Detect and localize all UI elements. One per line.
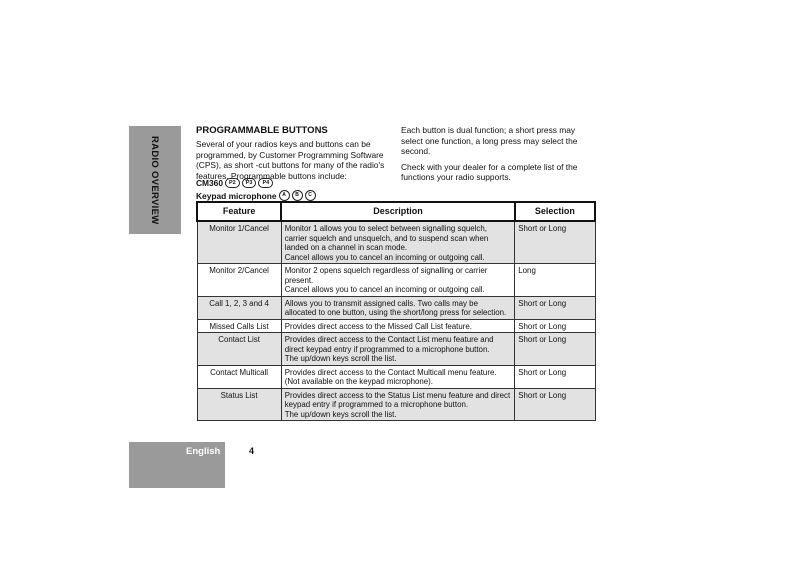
feature-header: Feature	[197, 202, 281, 221]
b-key-icon: B	[292, 190, 303, 201]
description-cell	[281, 264, 515, 297]
right-column	[401, 125, 597, 183]
table-row	[197, 221, 595, 264]
dual-function-text: Each button is dual function; a short press may select one function, a long press may select the second.	[401, 125, 578, 156]
section-tab-label: RADIO OVERVIEW	[149, 136, 160, 225]
cm360-buttons-row	[196, 178, 273, 188]
table-row	[197, 388, 595, 421]
description-cell	[281, 333, 515, 366]
intro-paragraph	[196, 139, 394, 181]
description-header: Description	[281, 202, 515, 221]
a-key-icon: A	[279, 190, 290, 201]
description-cell	[281, 388, 515, 421]
intro-text: Several of your radios keys and buttons can be programmed, by Customer Programming Software (CPS), as short -cut buttons for many of the radio's features. Programmable buttons include:	[196, 139, 385, 181]
feature-cell: Call 1, 2, 3 and 4	[197, 296, 281, 319]
selection-header: Selection	[515, 202, 595, 221]
description-text: Provides direct access to the Status List menu feature and direct keypad entry if programmed to a microphone button.	[284, 390, 511, 409]
description-note: The up/down keys scroll the list.	[284, 409, 397, 419]
table-row	[197, 333, 595, 366]
footer-language: English	[186, 446, 221, 457]
selection-cell: Long	[515, 264, 595, 297]
feature-cell: Missed Calls List	[197, 319, 281, 333]
description-note: Cancel allows you to cancel an incoming or outgoing call.	[284, 252, 485, 262]
description-cell	[281, 296, 515, 319]
description-text: Allows you to transmit assigned calls. Two calls may be allocated to one button, using the short/long press for selection.	[284, 298, 507, 317]
feature-cell: Monitor 1/Cancel	[197, 221, 281, 264]
selection-cell: Short or Long	[515, 296, 595, 319]
description-text: Provides direct access to the Contact Multicall menu feature.	[284, 367, 497, 377]
programmable-buttons-table	[196, 201, 596, 421]
description-cell	[281, 365, 515, 388]
selection-cell: Short or Long	[515, 221, 595, 264]
feature-cell: Contact List	[197, 333, 281, 366]
feature-cell: Contact Multicall	[197, 365, 281, 388]
p4-key-icon: P4	[258, 178, 273, 188]
feature-cell: Monitor 2/Cancel	[197, 264, 281, 297]
selection-cell: Short or Long	[515, 388, 595, 421]
description-text: Provides direct access to the Contact List menu feature and direct keypad entry if programmed to a microphone button.	[284, 335, 494, 354]
description-text: Monitor 2 opens squelch regardless of signalling or carrier present.	[284, 266, 488, 285]
description-cell	[281, 319, 515, 333]
keypad-mic-buttons-row	[196, 190, 316, 201]
description-cell	[281, 221, 515, 264]
table-row	[197, 264, 595, 297]
p3-key-icon: P3	[242, 178, 257, 188]
selection-cell: Short or Long	[515, 319, 595, 333]
description-text: Provides direct access to the Missed Call List feature.	[284, 321, 472, 331]
p2-key-icon: P2	[225, 178, 240, 188]
description-text: Monitor 1 allows you to select between signalling squelch, carrier squelch and unsquelch, and to suspend scan when landed on a channel in scan mode.	[284, 224, 489, 252]
dealer-text: Check with your dealer for a complete list of the functions your radio supports.	[401, 161, 578, 182]
description-note: Cancel allows you to cancel an incoming or outgoing call.	[284, 285, 485, 294]
table-header-row	[197, 202, 595, 221]
description-note: The up/down keys scroll the list.	[284, 354, 397, 363]
table-row	[197, 319, 595, 333]
c-key-icon: C	[305, 190, 316, 201]
feature-cell: Status List	[197, 388, 281, 421]
table-row	[197, 365, 595, 388]
selection-cell: Short or Long	[515, 333, 595, 366]
selection-cell: Short or Long	[515, 365, 595, 388]
table-row	[197, 296, 595, 319]
description-note: (Not available on the keypad microphone).	[284, 377, 433, 386]
cm360-label: CM360	[196, 178, 223, 188]
section-heading: PROGRAMMABLE BUTTONS	[196, 125, 328, 136]
keypad-mic-label: Keypad microphone	[196, 190, 277, 201]
page-number: 4	[249, 446, 255, 456]
